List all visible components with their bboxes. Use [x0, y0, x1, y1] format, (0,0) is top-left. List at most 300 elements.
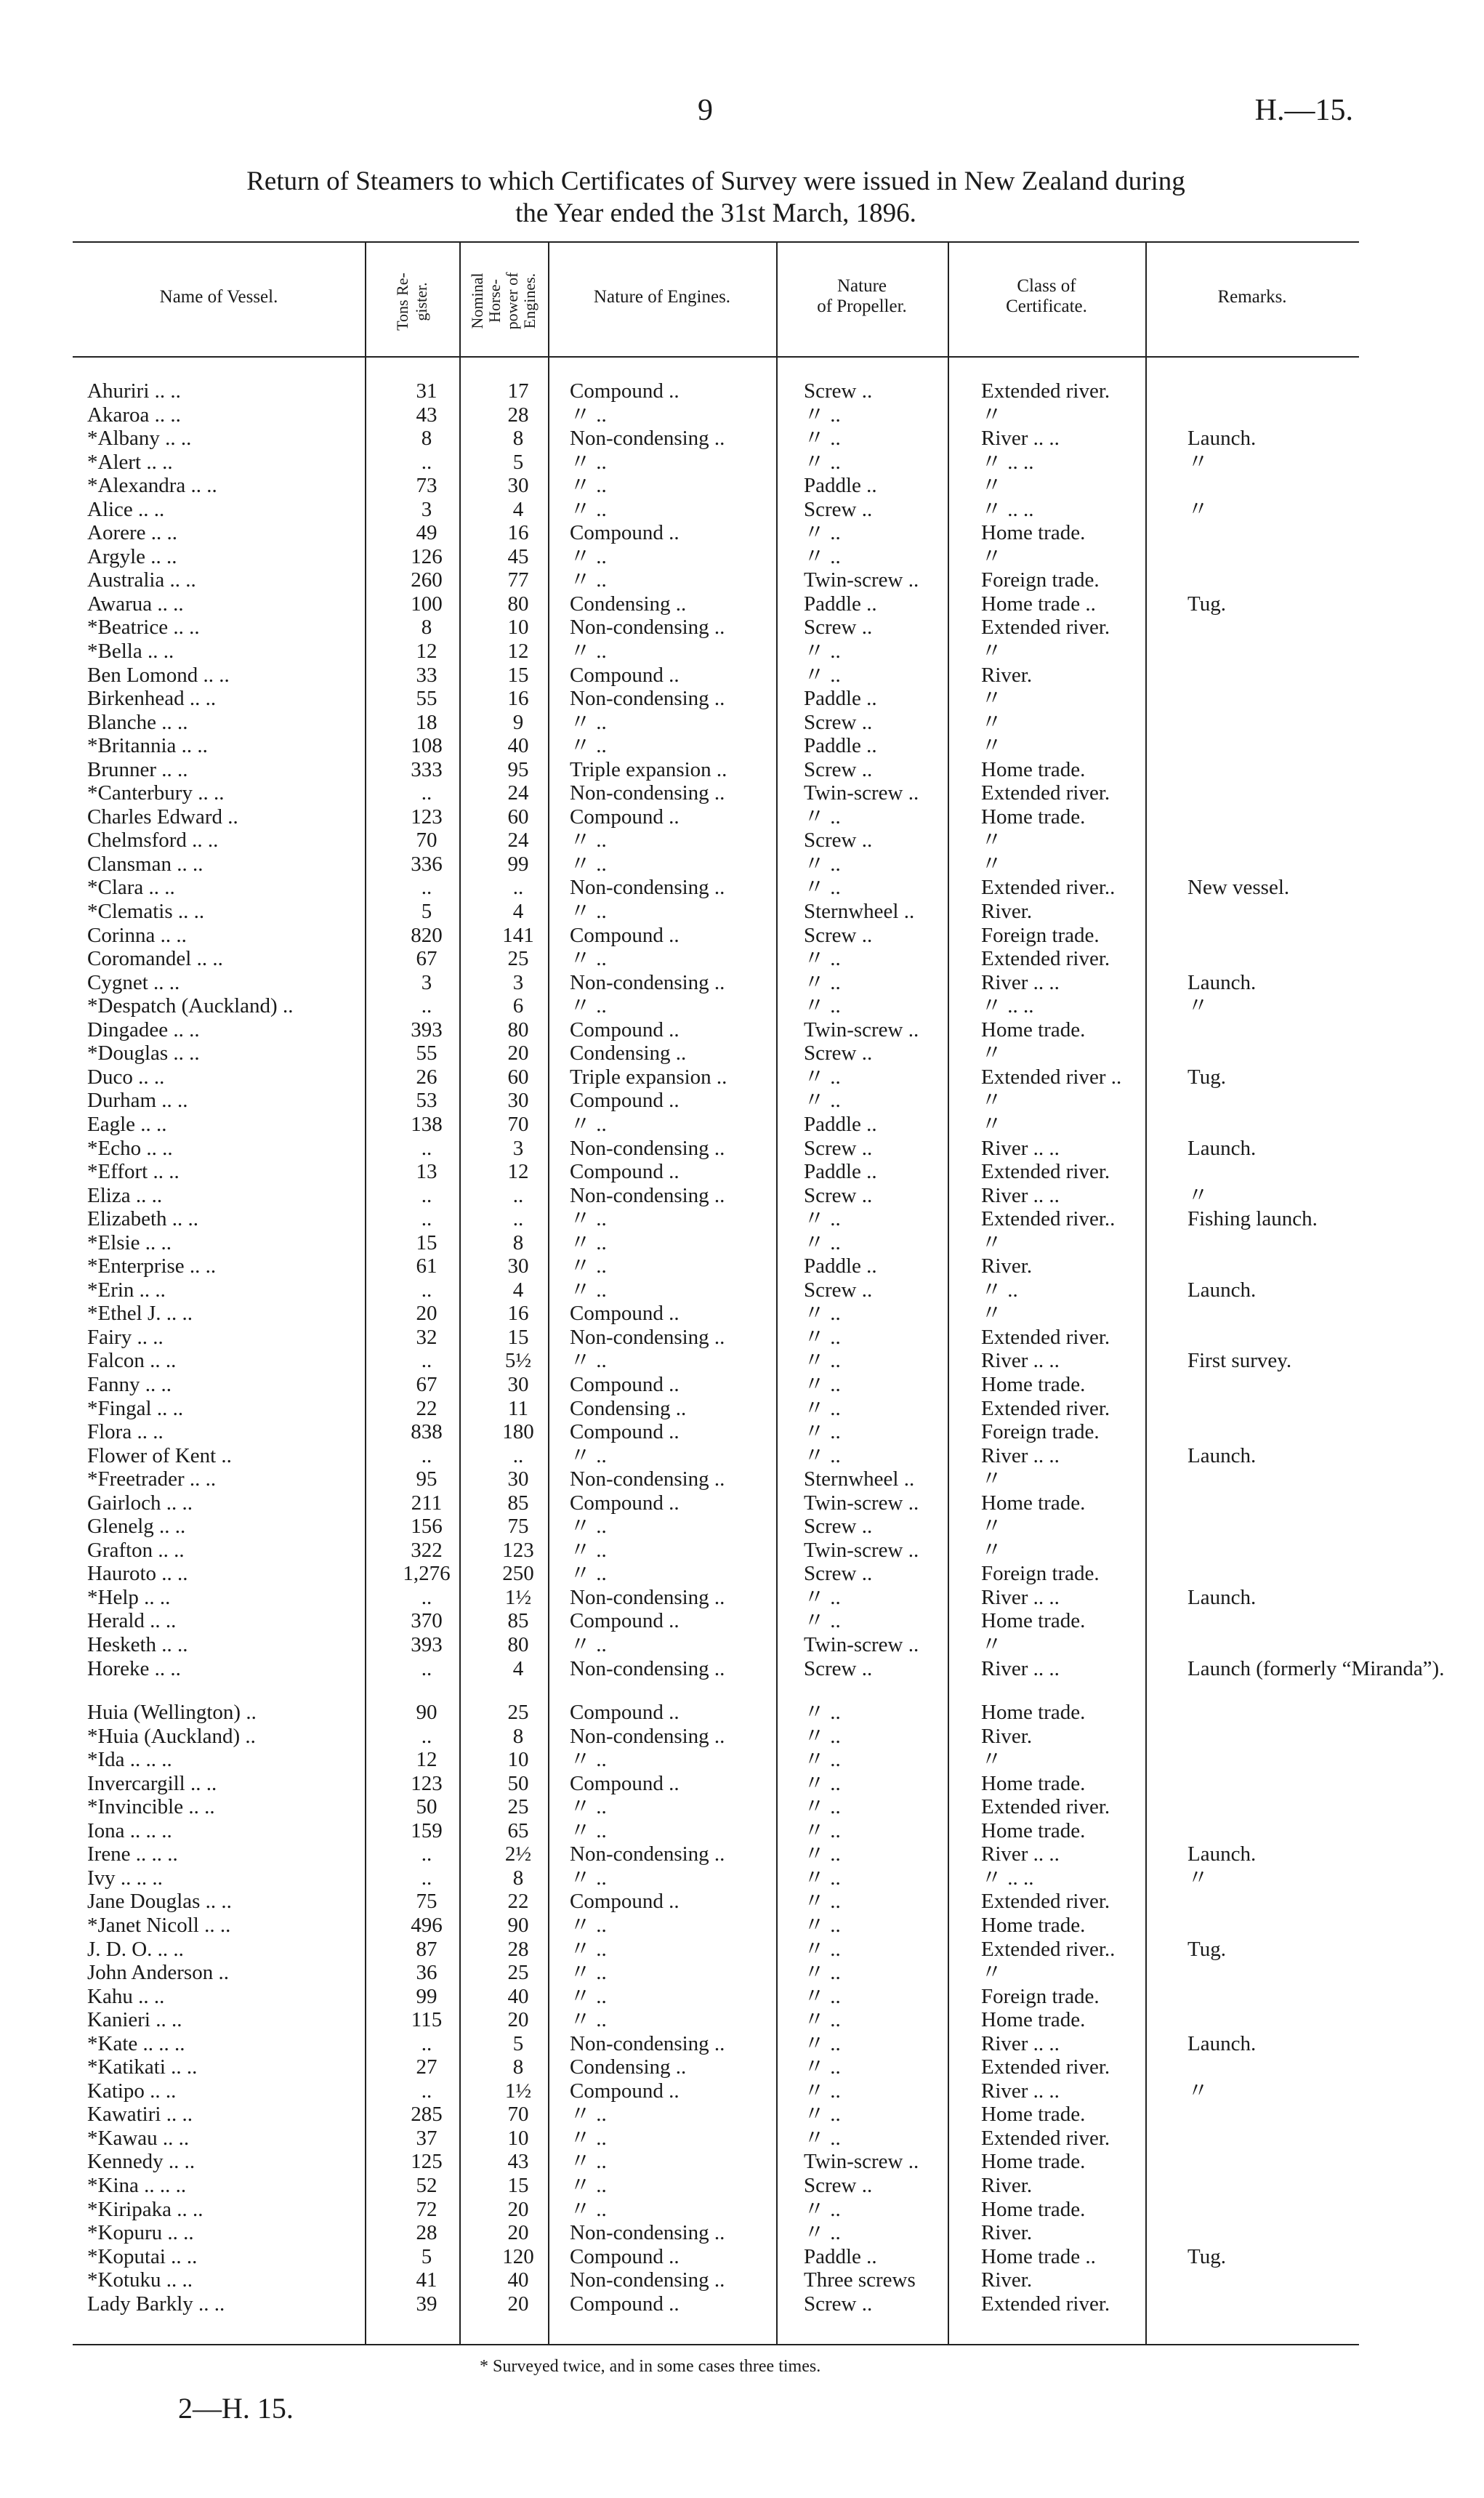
cell-name: *Beatrice .. ..	[87, 616, 200, 640]
cell-engines: 〃 ..	[570, 1748, 607, 1772]
table-row	[73, 1562, 1400, 1586]
cell-hp: 10	[507, 616, 529, 640]
table-row	[73, 1397, 1400, 1421]
cell-cls: Extended river.	[981, 1325, 1110, 1349]
cell-hp: 43	[507, 2150, 529, 2174]
cell-remarks	[1179, 1089, 1400, 1113]
cell-engines: 〃 ..	[570, 1112, 607, 1136]
cell-propeller: 〃 ..	[804, 1961, 841, 1985]
cell-remarks	[1179, 1562, 1400, 1586]
cell-engines: 〃 ..	[570, 1349, 607, 1373]
cell-cls: River .. ..	[981, 1656, 1060, 1680]
cell-name: *Ethel J. .. ..	[87, 1302, 193, 1326]
cell-name: John Anderson ..	[87, 1961, 229, 1985]
cell-propeller: 〃 ..	[804, 1230, 841, 1254]
cell-remarks: 〃	[1187, 1183, 1209, 1207]
cell-tons: 39	[416, 2292, 437, 2316]
cell-hp: 95	[507, 757, 529, 781]
cell-engines: Compound ..	[570, 379, 680, 403]
cell-remarks	[1179, 1397, 1400, 1421]
cell-cls: 〃	[981, 1632, 1003, 1656]
table-row	[73, 1184, 1400, 1208]
cell-name: Falcon .. ..	[87, 1349, 177, 1373]
table-row	[73, 1609, 1400, 1633]
cell-remarks	[1179, 1725, 1400, 1749]
cell-remarks	[1179, 568, 1400, 592]
cell-tons: 22	[416, 1396, 437, 1420]
cell-engines: Non-condensing ..	[570, 2031, 725, 2055]
cell-engines: Compound ..	[570, 1160, 680, 1184]
cell-remarks: Fishing launch.	[1187, 1207, 1318, 1231]
table-row	[73, 2245, 1400, 2269]
cell-remarks	[1179, 1373, 1400, 1397]
header-remarks: Remarks.	[1217, 287, 1287, 307]
cell-name: Horeke .. ..	[87, 1656, 181, 1680]
cell-remarks: 〃	[1187, 450, 1209, 474]
cell-remarks	[1179, 1515, 1400, 1539]
cell-remarks	[1179, 1772, 1400, 1796]
cell-name: *Alexandra .. ..	[87, 474, 217, 498]
cell-hp: 40	[507, 734, 529, 758]
cell-hp: 5	[512, 450, 524, 474]
header-bottom-rule	[73, 356, 1359, 358]
table-row	[73, 1254, 1400, 1278]
cell-tons: ..	[421, 450, 432, 474]
cell-tons: 55	[416, 1041, 437, 1065]
cell-tons: ..	[421, 1349, 432, 1373]
cell-hp: 9	[512, 710, 524, 734]
table-row	[73, 498, 1400, 522]
cell-engines: Compound ..	[570, 1420, 680, 1444]
cell-propeller: 〃 ..	[804, 1842, 841, 1866]
cell-propeller: 〃 ..	[804, 1724, 841, 1748]
cell-remarks	[1179, 805, 1400, 829]
cell-name: Jane Douglas .. ..	[87, 1890, 232, 1914]
cell-tons: 126	[411, 544, 443, 568]
cell-propeller: Twin-screw ..	[804, 1018, 919, 1041]
cell-hp: 6	[512, 994, 524, 1018]
cell-engines: Triple expansion ..	[570, 1065, 727, 1089]
cell-name: Awarua .. ..	[87, 592, 184, 616]
cell-engines: Non-condensing ..	[570, 781, 725, 805]
cell-tons: 12	[416, 640, 437, 664]
cell-cls: Extended river.	[981, 2055, 1110, 2079]
cell-propeller: 〃 ..	[804, 1701, 841, 1725]
cell-name: Kahu .. ..	[87, 1984, 165, 2008]
cell-remarks	[1179, 1914, 1400, 1938]
cell-remarks	[1179, 1680, 1400, 1725]
cell-propeller: Screw ..	[804, 2292, 873, 2316]
cell-propeller: 〃 ..	[804, 876, 841, 900]
cell-cls: River .. ..	[981, 1183, 1060, 1207]
cell-hp: 1½	[504, 1585, 532, 1609]
cell-cls: 〃	[981, 687, 1003, 711]
cell-hp: 30	[507, 1467, 529, 1491]
cell-tons: 159	[411, 1818, 443, 1842]
cell-remarks	[1179, 1795, 1400, 1819]
cell-name: Kanieri .. ..	[87, 2008, 182, 2032]
cell-name: Clansman .. ..	[87, 852, 203, 876]
cell-remarks	[1179, 758, 1400, 782]
table-row	[73, 971, 1400, 995]
cell-hp: 8	[512, 2055, 524, 2079]
cell-propeller: 〃 ..	[804, 2103, 841, 2127]
table-row	[73, 1515, 1400, 1539]
cell-remarks	[1179, 781, 1400, 805]
cell-hp: 30	[507, 1254, 529, 1278]
cell-hp: 141	[502, 923, 534, 947]
cell-hp: 20	[507, 2292, 529, 2316]
cell-tons: 336	[411, 852, 443, 876]
cell-engines: 〃 ..	[570, 1207, 607, 1231]
cell-hp: 70	[507, 2103, 529, 2127]
cell-engines: Non-condensing ..	[570, 1724, 725, 1748]
cell-engines: Non-condensing ..	[570, 876, 725, 900]
cell-cls: Home trade ..	[981, 2244, 1096, 2268]
cell-hp: 70	[507, 1112, 529, 1136]
table-row	[73, 1018, 1400, 1042]
cell-name: Dingadee .. ..	[87, 1018, 200, 1041]
cell-hp: 20	[507, 1041, 529, 1065]
cell-cls: 〃	[981, 1089, 1003, 1113]
cell-remarks	[1179, 1231, 1400, 1255]
cell-propeller: 〃 ..	[804, 947, 841, 971]
cell-hp: 120	[502, 2244, 534, 2268]
cell-remarks	[1179, 1302, 1400, 1326]
cell-hp: 25	[507, 1961, 529, 1985]
cell-propeller: Three screws	[804, 2268, 916, 2292]
table-row	[73, 805, 1400, 829]
cell-cls: 〃	[981, 1748, 1003, 1772]
cell-engines: 〃 ..	[570, 1937, 607, 1961]
cell-remarks: Tug.	[1187, 592, 1226, 616]
cell-propeller: Paddle ..	[804, 734, 877, 758]
cell-remarks	[1179, 1539, 1400, 1563]
table-row	[73, 1586, 1400, 1610]
cell-engines: Non-condensing ..	[570, 970, 725, 994]
cell-remarks	[1179, 711, 1400, 735]
cell-remarks	[1179, 1326, 1400, 1350]
cell-remarks: New vessel.	[1187, 876, 1290, 900]
cell-tons: ..	[421, 1183, 432, 1207]
cell-engines: 〃 ..	[570, 2174, 607, 2198]
cell-name: *Kiripaka .. ..	[87, 2197, 203, 2221]
cell-name: Flower of Kent ..	[87, 1443, 232, 1467]
cell-propeller: 〃 ..	[804, 1443, 841, 1467]
cell-cls: River.	[981, 900, 1033, 924]
cell-hp: ..	[512, 1443, 524, 1467]
cell-tons: 49	[416, 521, 437, 545]
cell-engines: Non-condensing ..	[570, 1842, 725, 1866]
cell-name: Alice .. ..	[87, 497, 165, 521]
cell-remarks	[1179, 1748, 1400, 1772]
cell-engines: Non-condensing ..	[570, 1136, 725, 1160]
cell-cls: Foreign trade.	[981, 1420, 1100, 1444]
cell-propeller: Screw ..	[804, 1183, 873, 1207]
cell-hp: 30	[507, 474, 529, 498]
table-row	[73, 2032, 1400, 2056]
table-row	[73, 1657, 1400, 1681]
table-row	[73, 1113, 1400, 1137]
cell-propeller: 〃 ..	[804, 1302, 841, 1326]
table-row	[73, 1065, 1400, 1089]
cell-tons: 496	[411, 1914, 443, 1937]
table-row	[73, 1866, 1400, 1890]
cell-name: Lady Barkly .. ..	[87, 2292, 225, 2316]
cell-propeller: 〃 ..	[804, 1818, 841, 1842]
cell-remarks	[1179, 1985, 1400, 2009]
cell-cls: 〃 ..	[981, 1278, 1018, 1302]
cell-name: *Kate .. .. ..	[87, 2031, 185, 2055]
table-row	[73, 1041, 1400, 1065]
cell-cls: 〃	[981, 1515, 1003, 1539]
cell-name: Aorere .. ..	[87, 521, 178, 545]
cell-engines: Non-condensing ..	[570, 1183, 725, 1207]
table-row	[73, 2150, 1400, 2174]
table-row	[73, 616, 1400, 640]
cell-hp: 16	[507, 687, 529, 711]
cell-engines: 〃 ..	[570, 829, 607, 853]
cell-name: *Erin .. ..	[87, 1278, 166, 1302]
cell-hp: 15	[507, 2174, 529, 2198]
cell-name: Cygnet .. ..	[87, 970, 180, 994]
cell-propeller: Screw ..	[804, 1136, 873, 1160]
cell-cls: 〃	[981, 1961, 1003, 1985]
cell-name: Chelmsford .. ..	[87, 829, 219, 853]
header-tons: Tons Re- gister.	[393, 273, 430, 331]
cell-remarks	[1179, 1420, 1400, 1444]
cell-propeller: 〃 ..	[804, 1372, 841, 1396]
cell-name: Durham .. ..	[87, 1089, 188, 1113]
header-horsepower: Nominal Horse- power of Engines.	[468, 272, 539, 330]
cell-remarks	[1179, 734, 1400, 758]
table-row	[73, 1373, 1400, 1397]
cell-cls: Home trade.	[981, 1771, 1086, 1795]
cell-tons: ..	[421, 781, 432, 805]
table-row	[73, 1278, 1400, 1302]
cell-tons: 393	[411, 1018, 443, 1041]
cell-cls: 〃 .. ..	[981, 1866, 1034, 1890]
table-row	[73, 1772, 1400, 1796]
cell-remarks: 〃	[1187, 994, 1209, 1018]
cell-tons: ..	[421, 994, 432, 1018]
cell-hp: 85	[507, 1491, 529, 1515]
cell-engines: 〃 ..	[570, 852, 607, 876]
cell-engines: Non-condensing ..	[570, 687, 725, 711]
table-top-rule	[73, 241, 1359, 243]
table-row	[73, 947, 1400, 971]
cell-engines: 〃 ..	[570, 640, 607, 664]
table-row	[73, 1890, 1400, 1914]
cell-tons: 31	[416, 379, 437, 403]
cell-engines: 〃 ..	[570, 1818, 607, 1842]
cell-remarks	[1179, 1819, 1400, 1843]
cell-cls: River .. ..	[981, 970, 1060, 994]
cell-engines: 〃 ..	[570, 474, 607, 498]
cell-name: *Kawau .. ..	[87, 2126, 190, 2150]
cell-cls: Extended river.	[981, 1890, 1110, 1914]
table-row	[73, 1842, 1400, 1866]
cell-tons: 1,276	[403, 1562, 451, 1586]
cell-cls: Extended river..	[981, 876, 1116, 900]
cell-cls: River .. ..	[981, 2031, 1060, 2055]
table-row	[73, 2055, 1400, 2079]
cell-cls: 〃 .. ..	[981, 497, 1034, 521]
cell-name: *Invincible .. ..	[87, 1795, 215, 1819]
cell-cls: 〃	[981, 1538, 1003, 1562]
cell-cls: Home trade.	[981, 1818, 1086, 1842]
cell-cls: Home trade.	[981, 1018, 1086, 1041]
cell-tons: 820	[411, 923, 443, 947]
cell-engines: Non-condensing ..	[570, 1585, 725, 1609]
cell-hp: 50	[507, 1771, 529, 1795]
cell-tons: 27	[416, 2055, 437, 2079]
cell-name: Ivy .. .. ..	[87, 1866, 163, 1890]
cell-remarks	[1179, 1160, 1400, 1184]
cell-tons: 61	[416, 1254, 437, 1278]
cell-propeller: Screw ..	[804, 923, 873, 947]
table-row	[73, 545, 1400, 569]
cell-propeller: 〃 ..	[804, 805, 841, 829]
cell-remarks	[1179, 379, 1400, 403]
table-row	[73, 994, 1400, 1018]
cell-hp: 3	[512, 1136, 524, 1160]
cell-propeller: 〃 ..	[804, 1937, 841, 1961]
cell-cls: Home trade.	[981, 521, 1086, 545]
cell-name: *Clematis .. ..	[87, 900, 205, 924]
header-name: Name of Vessel.	[159, 287, 278, 307]
cell-tons: 87	[416, 1937, 437, 1961]
cell-remarks: Tug.	[1187, 2244, 1226, 2268]
cell-name: Grafton .. ..	[87, 1538, 185, 1562]
cell-propeller: 〃 ..	[804, 1866, 841, 1890]
cell-remarks	[1179, 2221, 1400, 2245]
cell-propeller: 〃 ..	[804, 1795, 841, 1819]
cell-propeller: Screw ..	[804, 829, 873, 853]
table-row	[73, 568, 1400, 592]
cell-engines: 〃 ..	[570, 1961, 607, 1985]
cell-propeller: Paddle ..	[804, 1254, 877, 1278]
cell-engines: 〃 ..	[570, 544, 607, 568]
cell-propeller: 〃 ..	[804, 2126, 841, 2150]
cell-engines: Condensing ..	[570, 1396, 687, 1420]
cell-remarks	[1179, 1633, 1400, 1657]
cell-cls: Home trade.	[981, 1701, 1086, 1725]
cell-cls: Foreign trade.	[981, 568, 1100, 592]
cell-cls: River.	[981, 1724, 1033, 1748]
cell-cls: 〃	[981, 1302, 1003, 1326]
cell-hp: 8	[512, 1866, 524, 1890]
cell-name: Kawatiri .. ..	[87, 2103, 193, 2127]
cell-name: Brunner .. ..	[87, 757, 188, 781]
cell-name: *Katikati .. ..	[87, 2055, 198, 2079]
cell-engines: Compound ..	[570, 1302, 680, 1326]
cell-cls: 〃	[981, 1230, 1003, 1254]
cell-engines: 〃 ..	[570, 1562, 607, 1586]
table-row	[73, 829, 1400, 853]
cell-cls: River.	[981, 1254, 1033, 1278]
cell-tons: ..	[421, 1724, 432, 1748]
cell-engines: 〃 ..	[570, 1443, 607, 1467]
cell-engines: 〃 ..	[570, 2008, 607, 2032]
cell-remarks	[1179, 640, 1400, 664]
cell-engines: Compound ..	[570, 1089, 680, 1113]
cell-engines: Non-condensing ..	[570, 1325, 725, 1349]
cell-propeller: 〃 ..	[804, 2079, 841, 2103]
cell-name: *Bella .. ..	[87, 640, 174, 664]
cell-tons: 285	[411, 2103, 443, 2127]
cell-cls: Home trade ..	[981, 592, 1096, 616]
cell-name: Birkenhead .. ..	[87, 687, 217, 711]
cell-hp: 15	[507, 1325, 529, 1349]
cell-propeller: 〃 ..	[804, 1089, 841, 1113]
cell-name: Huia (Wellington) ..	[87, 1701, 257, 1725]
cell-hp: 10	[507, 2126, 529, 2150]
cell-propeller: 〃 ..	[804, 640, 841, 664]
table-row	[73, 853, 1400, 877]
cell-hp: 25	[507, 1795, 529, 1819]
cell-cls: River .. ..	[981, 427, 1060, 451]
cell-propeller: 〃 ..	[804, 544, 841, 568]
cell-name: Blanche .. ..	[87, 710, 188, 734]
cell-cls: River .. ..	[981, 1842, 1060, 1866]
cell-tons: 95	[416, 1467, 437, 1491]
table-row	[73, 2221, 1400, 2245]
cell-remarks	[1179, 1018, 1400, 1042]
cell-propeller: 〃 ..	[804, 1065, 841, 1089]
cell-tons: 393	[411, 1632, 443, 1656]
cell-tons: 138	[411, 1112, 443, 1136]
cell-tons: 838	[411, 1420, 443, 1444]
cell-hp: 16	[507, 1302, 529, 1326]
cell-engines: 〃 ..	[570, 1538, 607, 1562]
cell-propeller: 〃 ..	[804, 1748, 841, 1772]
table-row	[73, 1680, 1400, 1725]
cell-cls: Home trade.	[981, 1372, 1086, 1396]
cell-propeller: Sternwheel ..	[804, 900, 915, 924]
cell-tons: 26	[416, 1065, 437, 1089]
cell-hp: 80	[507, 1018, 529, 1041]
table-row	[73, 1349, 1400, 1373]
cell-engines: 〃 ..	[570, 1515, 607, 1539]
cell-tons: 156	[411, 1515, 443, 1539]
table-row	[73, 1633, 1400, 1657]
cell-remarks: 〃	[1187, 497, 1209, 521]
cell-cls: Extended river ..	[981, 1065, 1122, 1089]
table-row	[73, 1207, 1400, 1231]
cell-cls: 〃	[981, 852, 1003, 876]
cell-engines: Condensing ..	[570, 592, 687, 616]
return-title	[73, 166, 1359, 230]
cell-name: Hesketh .. ..	[87, 1632, 188, 1656]
cell-hp: 60	[507, 805, 529, 829]
cell-tons: 36	[416, 1961, 437, 1985]
table-row	[73, 2008, 1400, 2032]
cell-name: *Effort .. ..	[87, 1160, 180, 1184]
title-line-1: Return of Steamers to which Certificates of Survey were issued in New Zealand during	[246, 166, 1185, 196]
cell-tons: 211	[411, 1491, 443, 1515]
header-propeller: Nature of Propeller.	[817, 276, 907, 316]
cell-engines: 〃 ..	[570, 994, 607, 1018]
cell-tons: 99	[416, 1984, 437, 2008]
table-row	[73, 711, 1400, 735]
cell-cls: 〃	[981, 403, 1003, 427]
cell-tons: ..	[421, 1207, 432, 1231]
cell-remarks: Launch.	[1187, 1585, 1257, 1609]
cell-engines: 〃 ..	[570, 1795, 607, 1819]
table-row	[73, 403, 1400, 427]
cell-remarks	[1179, 1491, 1400, 1515]
